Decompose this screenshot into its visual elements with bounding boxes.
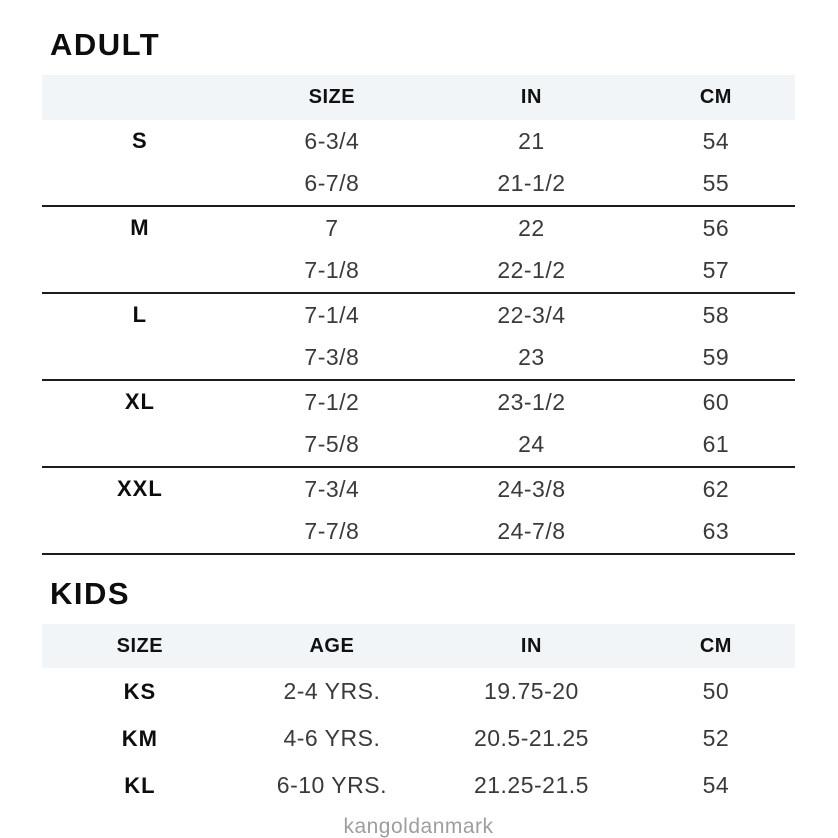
cm-cell: 63 — [702, 518, 730, 545]
column-header-cm: CM — [699, 634, 732, 657]
table-row — [42, 381, 795, 424]
adult-size-group-l — [42, 294, 795, 381]
size-chart-page — [0, 29, 838, 838]
in-cell: 24-7/8 — [497, 518, 566, 545]
in-cell: 24 — [518, 431, 545, 458]
row-label-cell: M — [130, 215, 150, 241]
brand-watermark: kangoldanmark — [343, 815, 494, 838]
column-header-size: SIZE — [116, 634, 164, 657]
table-row — [42, 424, 795, 467]
cm-cell: 58 — [702, 301, 730, 328]
adult-table-header-row — [42, 75, 795, 120]
table-row — [42, 468, 795, 511]
column-header-size: SIZE — [308, 86, 356, 108]
table-row — [42, 163, 795, 206]
table-row — [42, 337, 795, 380]
row-label-cell: KS — [123, 678, 157, 704]
cm-cell: 57 — [702, 257, 730, 284]
in-cell: 21-1/2 — [497, 170, 566, 197]
column-header-in: IN — [520, 634, 542, 657]
row-label-cell: KM — [121, 725, 158, 751]
size-cell: 7-1/4 — [304, 301, 360, 328]
row-label-cell: L — [132, 302, 148, 328]
in-cell: 21.25-21.5 — [473, 772, 589, 798]
size-cell: 6-3/4 — [304, 127, 360, 154]
table-row — [42, 668, 795, 715]
cm-cell: 54 — [702, 772, 730, 798]
cm-cell: 62 — [702, 475, 730, 502]
cm-cell: 61 — [702, 431, 730, 458]
cm-cell: 59 — [702, 344, 730, 371]
column-header-in: IN — [520, 86, 542, 108]
in-cell: 23-1/2 — [497, 388, 566, 415]
cm-cell: 54 — [702, 127, 730, 154]
adult-size-group-m — [42, 207, 795, 294]
table-row — [42, 294, 795, 337]
cm-cell: 60 — [702, 388, 730, 415]
age-cell: 4-6 YRS. — [283, 725, 381, 751]
row-label-cell: S — [132, 128, 148, 154]
in-cell: 20.5-21.25 — [473, 725, 589, 751]
size-cell: 7 — [325, 214, 339, 241]
adult-size-group-s — [42, 120, 795, 207]
size-cell: 7-1/8 — [304, 257, 360, 284]
size-cell: 7-5/8 — [304, 431, 360, 458]
adult-size-table — [42, 75, 795, 555]
size-cell: 7-1/2 — [304, 388, 360, 415]
in-cell: 22-3/4 — [497, 301, 566, 328]
table-row — [42, 120, 795, 163]
cm-cell: 55 — [702, 170, 730, 197]
kids-table-header-row — [42, 624, 795, 668]
age-cell: 6-10 YRS. — [276, 772, 387, 798]
kids-section-title: KIDS — [50, 576, 131, 611]
table-row — [42, 511, 795, 554]
adult-section-title: ADULT — [50, 27, 161, 62]
in-cell: 23 — [518, 344, 545, 371]
cm-cell: 50 — [702, 678, 730, 704]
cm-cell: 52 — [702, 725, 730, 751]
in-cell: 19.75-20 — [484, 678, 579, 704]
row-label-cell: XL — [124, 389, 155, 415]
table-row — [42, 207, 795, 250]
in-cell: 24-3/8 — [497, 475, 566, 502]
column-header-age: AGE — [309, 634, 355, 657]
kids-size-table — [42, 624, 795, 809]
table-row — [42, 762, 795, 809]
size-cell: 6-7/8 — [304, 170, 360, 197]
cm-cell: 56 — [702, 214, 730, 241]
in-cell: 22 — [518, 214, 545, 241]
column-header-cm: CM — [699, 86, 732, 108]
size-cell: 7-3/8 — [304, 344, 360, 371]
adult-size-group-xl — [42, 381, 795, 468]
size-cell: 7-3/4 — [304, 475, 360, 502]
size-cell: 7-7/8 — [304, 518, 360, 545]
table-row — [42, 715, 795, 762]
row-label-cell: XXL — [116, 476, 163, 502]
adult-size-group-xxl — [42, 468, 795, 555]
in-cell: 22-1/2 — [497, 257, 566, 284]
in-cell: 21 — [518, 127, 545, 154]
age-cell: 2-4 YRS. — [283, 678, 381, 704]
row-label-cell: KL — [124, 772, 156, 798]
table-row — [42, 250, 795, 293]
